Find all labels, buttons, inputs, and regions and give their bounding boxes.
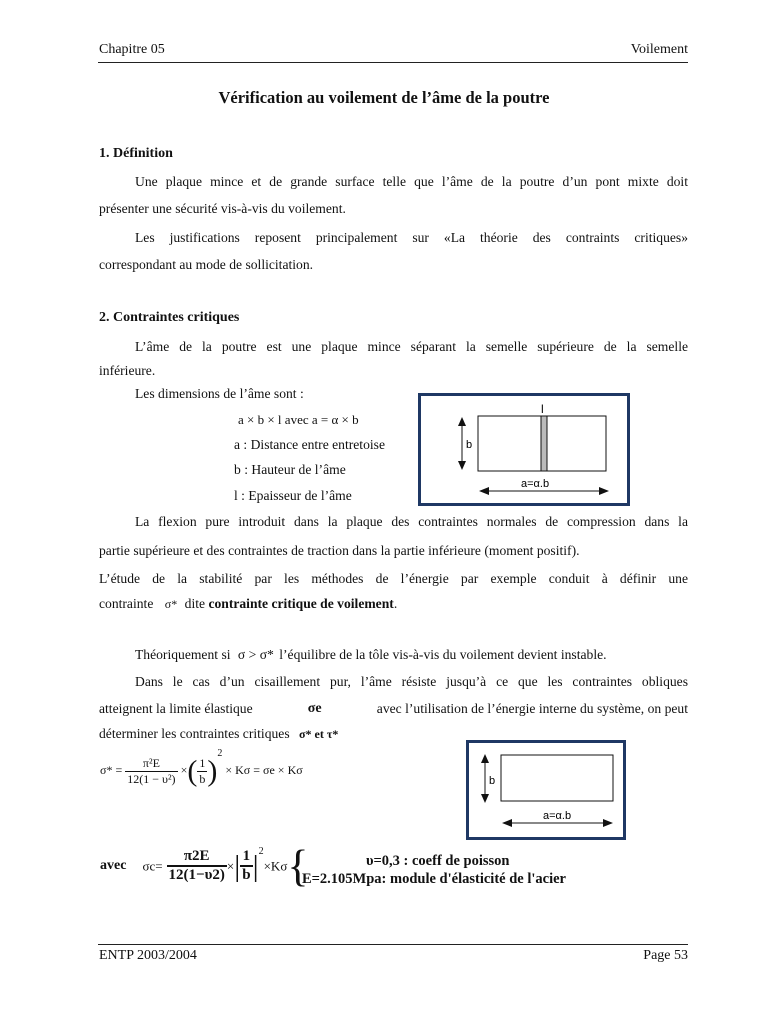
formula1-den: 12(1 − υ²) [127,771,176,786]
formula1-rhs: × Kσ = σe × Kσ [225,763,303,777]
formula2-exponent: 2 [258,846,264,857]
flex-line1: La flexion pure introduit dans la plaque des contraintes normales de compression dans la [135,514,688,529]
formula2-inner-den: b [242,867,251,884]
formula2-fraction [167,848,227,884]
formula1-inner-fraction [197,756,207,787]
dims-formula: a × b × l avec a = α × b [238,412,359,427]
stab-end: . [393,596,398,611]
height-arrow-bottom [458,461,466,470]
width-arrow-right [599,487,609,495]
label-b: b [466,439,473,451]
def-p1-line2: présenter une sécurité vis-à-vis du voilement. [99,201,346,216]
width-arrow-2-right [603,819,613,827]
formula-2 [100,841,309,891]
shear-line1: Dans le cas d’un cisaillement pur, l’âme résiste jusqu’à ce que les contraintes obliques [135,674,688,689]
formula1-times: × [180,763,188,777]
formula-1 [100,748,303,788]
formula1-exponent: 2 [217,748,223,759]
height-arrow-2-top [481,754,489,763]
width-arrow-2-left [502,819,512,827]
label-l: l [541,402,544,416]
shear-line2 [99,701,688,717]
shear-text-a: atteignent la limite élastique [99,701,253,716]
stab-text-a: contrainte [99,596,154,611]
footer-page-number: Page 53 [643,948,688,963]
header-chapter: Chapitre 05 [99,42,165,57]
theo-line [135,647,607,663]
crit-p1-line2: inférieure. [99,363,156,378]
paren-open: ( [187,754,198,788]
footer-school: ENTP 2003/2004 [99,948,197,963]
formula1-lhs: σ* = [100,763,123,777]
plate-diagram-bottom-svg [469,743,623,837]
def-p1-line1: Une plaque mince et de grande surface telle que l’âme de la poutre d’un pont mixte doit [135,174,688,189]
stab-line2 [99,596,397,612]
sigma-tau-symbols: σ* et τ* [299,727,339,741]
section-1-heading: 1. Définition [99,146,173,161]
section-2-heading: 2. Contraintes critiques [99,310,240,325]
formula1-inner-den: b [199,771,206,786]
theo-text-a: Théoriquement si [135,647,231,662]
shear-line3 [99,726,338,742]
formula2-avec: avec [100,858,127,874]
theo-text-b: l’équilibre de la tôle vis-à-vis du voilement devient instable. [279,647,607,662]
formula2-paren-open: | [234,849,241,883]
stab-text-b: dite [184,596,206,611]
footer-rule [98,944,688,945]
formula1-fraction [125,756,177,787]
label-a-2: a=α.b [543,810,572,822]
shear-text-b: avec l’utilisation de l’énergie interne du système, on peut [376,701,688,716]
dim-a: a : Distance entre entretoise [234,437,385,452]
dims-intro: Les dimensions de l’âme sont : [135,386,304,401]
dim-b: b : Hauteur de l’âme [234,462,346,477]
formula2-cond1: υ=0,3 : coeff de poisson [366,853,510,869]
stab-line1: L’étude de la stabilité par les méthodes de l’énergie par exemple conduit à définir une [99,571,688,586]
formula2-brace: { [287,841,309,891]
label-b-2: b [489,775,496,787]
shear-text-c: déterminer les contraintes critiques [99,726,290,741]
plate-diagram-top [418,393,630,506]
formula2-times: × [226,858,235,874]
plate-diagram-bottom [466,740,626,840]
formula2-inner-num: 1 [240,848,252,867]
page-title: Vérification au voilement de l’âme de la poutre [218,88,550,107]
formula1-num: π²E [125,756,177,772]
plate-rectangle-2 [501,755,613,801]
sigma-e-symbol: σe [307,701,322,716]
def-p2-line1: Les justifications reposent principalement sur «La théorie des contraints critiques» [135,230,688,245]
formula1-inner-num: 1 [199,755,206,770]
stiffener [541,416,547,471]
label-a: a=α.b [521,478,550,490]
flex-line2: partie supérieure et des contraintes de traction dans la partie inférieure (moment positif). [99,543,580,558]
header-topic: Voilement [630,42,688,57]
formula2-inner-fraction [240,848,252,884]
plate-diagram-top-svg [421,396,627,503]
formula2-cond2: E=2.105Mpa: module d'élasticité de l'acier [302,871,566,887]
header-rule [98,62,688,63]
width-arrow-left [479,487,489,495]
paren-close: ) [207,754,218,788]
height-arrow-top [458,417,466,426]
stab-bold-term: contrainte critique de voilement [208,596,394,611]
sigma-star-symbol: σ* [164,597,178,611]
dim-l: l : Epaisseur de l’âme [234,488,352,503]
theo-condition: σ > σ* [237,647,274,662]
formula2-num: π2E [167,848,227,867]
def-p2-line2: correspondant au mode de sollicitation. [99,257,314,272]
formula2-paren-close: | [252,849,259,883]
formula2-den: 12(1−υ2) [168,867,225,884]
crit-p1-line1: L’âme de la poutre est une plaque mince séparant la semelle supérieure de la semelle [135,339,688,354]
height-arrow-2-bottom [481,794,489,803]
formula2-k: ×Kσ [263,858,288,874]
formula2-lhs: σc= [142,858,163,874]
